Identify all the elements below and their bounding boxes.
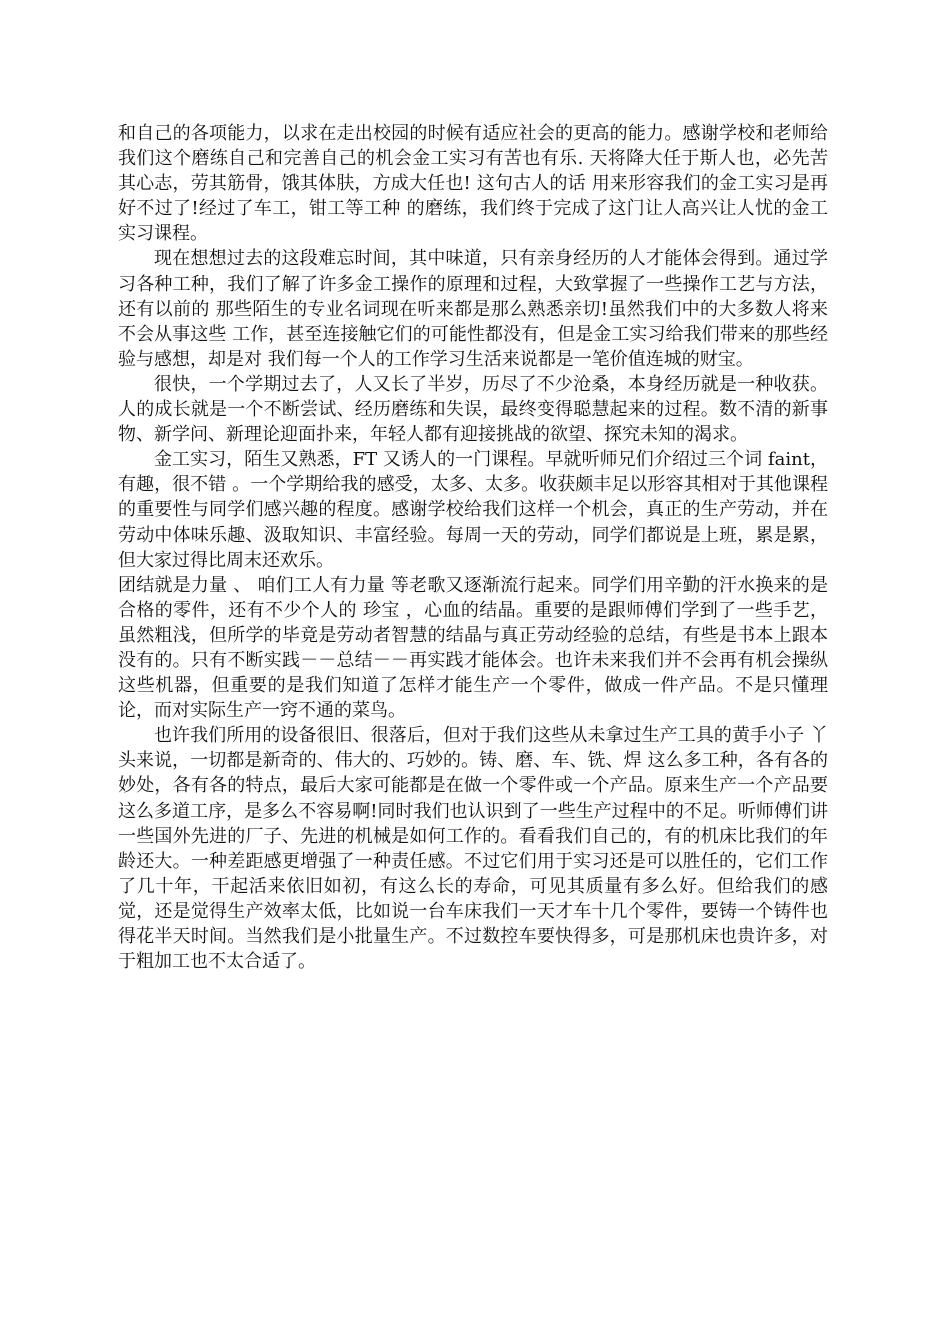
paragraph-3: 很快，一个学期过去了，人又长了半岁，历尽了不少沧桑，本身经历就是一种收获。人的成长就是一个不断尝试、经历磨练和失误，最终变得聪慧起来的过程。数不清的新事物、新学问、新理论迎面扑来，年轻人都有迎接挑战的欲望、探究未知的渴求。 xyxy=(118,373,828,446)
paragraph-1: 和自己的各项能力，以求在走出校园的时候有适应社会的更高的能力。感谢学校和老师给我们这个磨练自己和完善自己的机会金工实习有苦也有乐. 天将降大任于斯人也，必先苦其心志，劳其筋骨，饿其体肤，方成大任也! 这句古人的话 用来形容我们的金工实习是再好不过了!经过了车工，钳工等工种 的磨练，我们终于完成了这门让人高兴让人忧的金工实习课程。 xyxy=(118,123,828,245)
paragraph-4: 金工实习，陌生又熟悉，FT 又诱人的一门课程。早就听师兄们介绍过三个词 faint，有趣，很不错 。一个学期给我的感受，太多、太多。收获颇丰足以形容其相对于其他课程的重要性与同学们感兴趣的程度。感谢学校给我们这样一个机会，真正的生产劳动，并在劳动中体味乐趣、汲取知识、丰富经验。每周一天的劳动，同学们都说是上班，累是累，但大家过得比周末还欢乐。 xyxy=(118,449,828,571)
document-body xyxy=(118,121,828,974)
paragraph-5: 团结就是力量 、 咱们工人有力量 等老歌又逐渐流行起来。同学们用辛勤的汗水换来的是合格的零件，还有不少个人的 珍宝 ，心血的结晶。重要的是跟师傅们学到了一些手艺，虽然粗浅，但所学的毕竟是劳动者智慧的结晶与真正劳动经验的总结，有些是书本上跟本没有的。只有不断实践－－总结－－再实践才能体会。也许未来我们并不会再有机会操纵这些机器，但重要的是我们知道了怎样才能生产一个零件，做成一件产品。不是只懂理论，而对实际生产一窍不通的菜鸟。 xyxy=(118,574,828,722)
paragraph-2: 现在想想过去的这段难忘时间，其中味道，只有亲身经历的人才能体会得到。通过学习各种工种，我们了解了许多金工操作的原理和过程，大致掌握了一些操作工艺与方法，还有以前的 那些陌生的专业名词现在听来都是那么熟悉亲切!虽然我们中的大多数人将来不会从事这些 工作，甚至连接触它们的可能性都没有，但是金工实习给我们带来的那些经验与感想，却是对 我们每一个人的工作学习生活来说都是一笔价值连城的财宝。 xyxy=(118,248,828,370)
paragraph-6: 也许我们所用的设备很旧、很落后，但对于我们这些从未拿过生产工具的黄手小子 丫头来说，一切都是新奇的、伟大的、巧妙的。铸、磨、车、铣、焊 这么多工种，各有各的妙处，各有各的特点，最后大家可能都是在做一个零件或一个产品。原来生产一个产品要这么多道工序，是多么不容易啊!同时我们也认识到了一些生产过程中的不足。听师傅们讲一些国外先进的厂子、先进的机械是如何工作的。看看我们自己的，有的机床比我们的年龄还大。一种差距感更增强了一种责任感。不过它们用于实习还是可以胜任的，它们工作了几十年，干起活来依旧如初，有这么长的寿命，可见其质量有多么好。但给我们的感觉，还是觉得生产效率太低，比如说一台车床我们一天才车十几个零件，要铸一个铸件也得花半天时间。当然我们是小批量生产。不过数控车要快得多，可是那机床也贵许多，对于粗加工也不太合适了。 xyxy=(118,725,828,973)
